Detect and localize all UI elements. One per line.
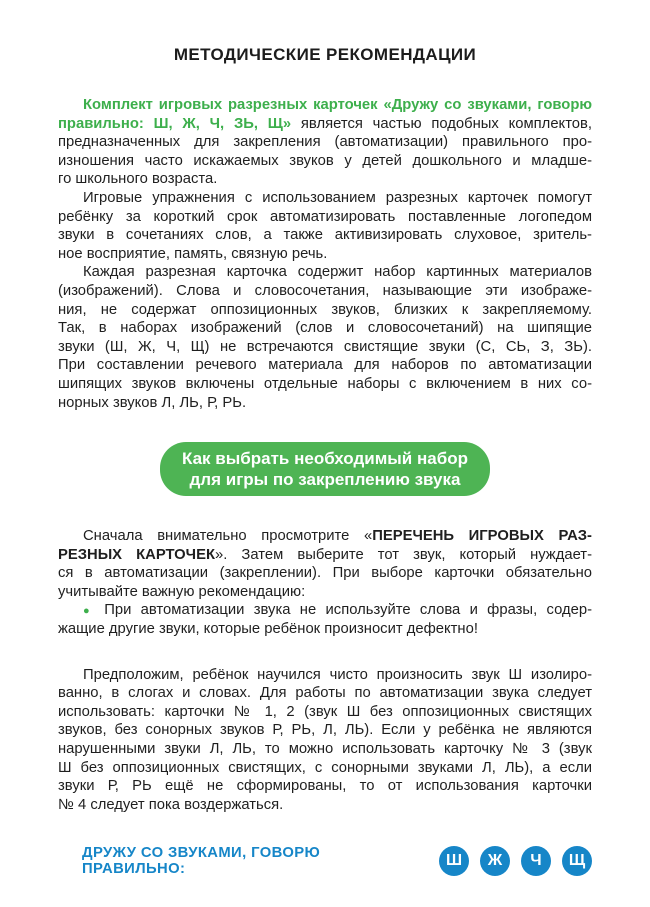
text-line <box>58 777 592 796</box>
text-run: № 4 следует пока воздержаться. <box>58 796 284 813</box>
text-run: звуки в сочетаниях слов, а также активизировать слуховое, зритель- <box>58 227 592 244</box>
text-line <box>58 133 592 152</box>
text-line <box>58 152 592 171</box>
text-line <box>58 319 592 338</box>
text-line <box>58 620 592 639</box>
text-run: Ш без оппозиционных свистящих, с сонорными звуками Л, ЛЬ), а если <box>58 759 592 776</box>
callout-line-1: Как выбрать необходимый набор <box>182 449 468 469</box>
text-line <box>58 189 592 208</box>
text-run: звуки (Ш, Ж, Ч, Щ) не встречаются свистящие звуки (С, СЬ, З, ЗЬ). <box>58 338 592 355</box>
footer-slogan: ДРУЖУ СО ЗВУКАМИ, ГОВОРЮ ПРАВИЛЬНО: <box>82 845 321 878</box>
sound-badges <box>439 846 592 876</box>
bullet-dot-icon: ● <box>83 605 95 618</box>
text-line <box>58 564 592 583</box>
intro-section <box>58 96 592 412</box>
text-run: правильно: Ш, Ж, Ч, ЗЬ, Щ» <box>58 115 292 132</box>
text-run: Каждая разрезная карточка содержит набор картинных материалов <box>83 264 592 281</box>
text-line <box>58 759 592 778</box>
text-run: Так, в наборах изображений (слов и словосочетаний) на шипящие <box>58 320 592 337</box>
callout-line-2: для игры по закреплению звука <box>189 470 461 490</box>
text-run: Комплект игровых разрезных карточек «Дружу со звуками, говорю <box>83 97 592 113</box>
text-run: ванно, в слогах и словах. Для работы по автоматизации звука следует <box>58 685 592 702</box>
text-run: Игровые упражнения с использованием разрезных карточек помогут <box>83 189 592 206</box>
text-line <box>58 96 592 115</box>
example-section <box>58 666 592 815</box>
text-run: ся в автоматизации (закреплении). При выборе карточки обязательно <box>58 565 592 582</box>
text-run: ПЕРЕЧЕНЬ ИГРОВЫХ РАЗ- <box>372 528 592 545</box>
text-run: изношения часто искажаемых звуков у детей дошкольного и младше- <box>58 152 592 169</box>
text-line <box>58 356 592 375</box>
recommendation-section <box>58 527 592 639</box>
text-line <box>58 703 592 722</box>
text-line <box>58 226 592 245</box>
text-line <box>58 375 592 394</box>
text-run: жащие другие звуки, которые ребёнок произносит дефектно! <box>58 621 478 638</box>
text-run: ». Затем выберите тот звук, который нуждает- <box>215 546 593 563</box>
text-line <box>58 721 592 740</box>
text-run: нарушенными звуки Л, ЛЬ, то можно использовать карточку № 3 (звук <box>58 741 592 758</box>
text-line <box>58 601 592 620</box>
sound-badge: Ч <box>521 846 551 876</box>
callout-banner <box>160 442 490 496</box>
text-line <box>58 546 592 565</box>
text-run: норных звуков Л, ЛЬ, Р, РЬ. <box>58 394 247 411</box>
text-line <box>58 263 592 282</box>
sound-badge: Щ <box>562 846 592 876</box>
text-run: является частью подобных комплектов, <box>291 115 593 132</box>
text-line <box>58 796 592 815</box>
text-run: предназначенных для закрепления (автоматизации) правильного про- <box>58 134 592 151</box>
text-line <box>58 338 592 357</box>
text-line <box>58 740 592 759</box>
text-run: РЕЗНЫХ КАРТОЧЕК <box>58 546 215 563</box>
sound-badge: Ж <box>480 846 510 876</box>
text-run: ния, не содержат оппозиционных звуков, близких к закрепляемому. <box>58 301 592 318</box>
text-line <box>58 394 592 413</box>
text-run: го школьного возраста. <box>58 171 218 188</box>
text-run: При автоматизации звука не используйте слова и фразы, содер- <box>94 602 592 619</box>
footer <box>82 845 592 877</box>
text-line <box>58 583 592 602</box>
text-run: звуков, без сонорных звуков Р, РЬ, Л, ЛЬ). Если у ребёнка не являются <box>58 722 592 739</box>
text-line <box>58 527 592 546</box>
text-line <box>58 282 592 301</box>
text-run: шипящих звуков включены отдельные наборы с включением в них со- <box>58 375 592 392</box>
text-run: звуки Р, РЬ ещё не сформированы, то от использования карточки <box>58 778 592 795</box>
text-run: ребёнку за короткий срок автоматизировать поставленные логопедом <box>58 208 592 225</box>
text-line <box>58 170 592 189</box>
text-run: использовать: карточки № 1, 2 (звук Ш без оппозиционных свистящих <box>58 703 592 720</box>
sound-badge: Ш <box>439 846 469 876</box>
text-line <box>58 115 592 134</box>
text-line <box>58 666 592 685</box>
text-line <box>58 684 592 703</box>
text-run: При составлении речевого материала для наборов по автоматизации <box>58 357 592 374</box>
text-run: (изображений). Слова и словосочетания, называющие эти изображе- <box>58 282 592 299</box>
text-line <box>58 208 592 227</box>
text-line <box>58 301 592 320</box>
text-run: Предположим, ребёнок научился чисто произносить звук Ш изолиро- <box>83 666 592 683</box>
text-line <box>58 245 592 264</box>
page-title: МЕТОДИЧЕСКИЕ РЕКОМЕНДАЦИИ <box>173 45 477 64</box>
text-run: учитывайте важную рекомендацию: <box>58 583 306 600</box>
text-run: ное восприятие, память, связную речь. <box>58 245 328 262</box>
text-run: Сначала внимательно просмотрите « <box>83 528 373 545</box>
